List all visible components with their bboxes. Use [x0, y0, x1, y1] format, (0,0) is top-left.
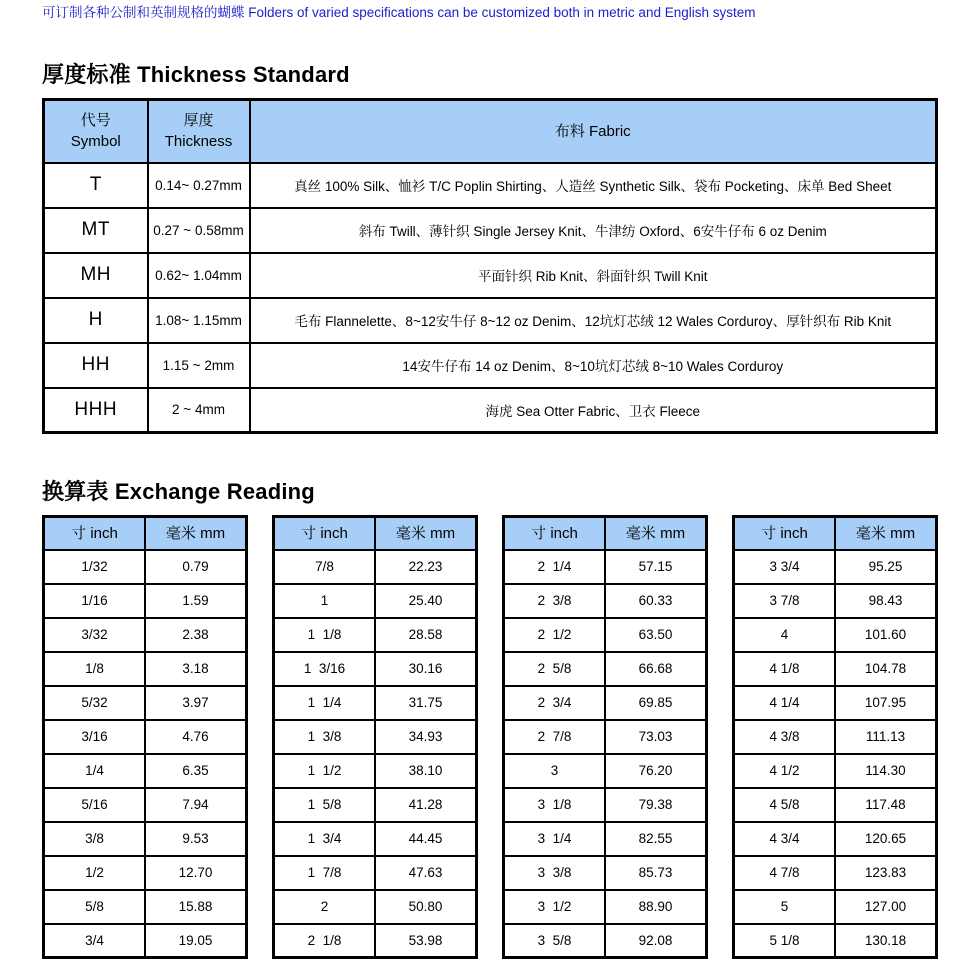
- inch-cell: 1 7/8: [274, 856, 376, 890]
- mm-cell: 101.60: [835, 618, 937, 652]
- symbol-cell: HHH: [44, 388, 148, 433]
- mm-cell: 28.58: [375, 618, 477, 652]
- inch-cell: 3 3/8: [504, 856, 606, 890]
- inch-cell: 1 1/2: [274, 754, 376, 788]
- fabric-cell: 海虎 Sea Otter Fabric、卫衣 Fleece: [250, 388, 937, 433]
- table-row: [44, 924, 247, 958]
- table-row: [734, 856, 937, 890]
- mm-cell: 22.23: [375, 550, 477, 584]
- inch-cell: 1/2: [44, 856, 146, 890]
- table-row: [734, 584, 937, 618]
- mm-cell: 3.97: [145, 686, 247, 720]
- table-row: [504, 754, 707, 788]
- table-row: [44, 163, 937, 208]
- table-row: [504, 652, 707, 686]
- inch-cell: 3/8: [44, 822, 146, 856]
- exchange-table-2: [272, 515, 478, 959]
- mm-cell: 6.35: [145, 754, 247, 788]
- table-header-row: [734, 517, 937, 550]
- mm-cell: 31.75: [375, 686, 477, 720]
- mm-cell: 44.45: [375, 822, 477, 856]
- thickness-header-en: Thickness: [164, 133, 233, 151]
- fabric-cell: 平面针织 Rib Knit、斜面针织 Twill Knit: [250, 253, 937, 298]
- inch-cell: 4 7/8: [734, 856, 836, 890]
- mm-cell: 92.08: [605, 924, 707, 958]
- table-row: [734, 550, 937, 584]
- table-row: [504, 788, 707, 822]
- mm-cell: 50.80: [375, 890, 477, 924]
- table-row: [504, 584, 707, 618]
- mm-cell: 95.25: [835, 550, 937, 584]
- inch-cell: 1/16: [44, 584, 146, 618]
- inch-cell: 3 1/8: [504, 788, 606, 822]
- table-row: [504, 720, 707, 754]
- table-header-row: [504, 517, 707, 550]
- table-row: [44, 208, 937, 253]
- mm-cell: 47.63: [375, 856, 477, 890]
- inch-cell: 3 5/8: [504, 924, 606, 958]
- mm-cell: 66.68: [605, 652, 707, 686]
- inch-cell: 4 5/8: [734, 788, 836, 822]
- mm-cell: 1.59: [145, 584, 247, 618]
- inch-cell: 5/8: [44, 890, 146, 924]
- mm-cell: 111.13: [835, 720, 937, 754]
- fabric-cell: 毛布 Flannelette、8~12安牛仔 8~12 oz Denim、12坑灯芯绒 12 Wales Corduroy、厚针织布 Rib Knit: [250, 298, 937, 343]
- table-row: [274, 890, 477, 924]
- table-row: [274, 788, 477, 822]
- inch-cell: 1/8: [44, 652, 146, 686]
- table-row: [504, 822, 707, 856]
- exchange-table-3: [502, 515, 708, 959]
- mm-cell: 7.94: [145, 788, 247, 822]
- exchange-table-4: [732, 515, 938, 959]
- inch-cell: 1/4: [44, 754, 146, 788]
- table-row: [274, 924, 477, 958]
- symbol-cell: H: [44, 298, 148, 343]
- inch-cell: 3/4: [44, 924, 146, 958]
- inch-cell: 2 7/8: [504, 720, 606, 754]
- table-row: [274, 618, 477, 652]
- inch-cell: 5 1/8: [734, 924, 836, 958]
- table-row: [44, 788, 247, 822]
- table-header-row: [44, 517, 247, 550]
- mm-cell: 63.50: [605, 618, 707, 652]
- inch-cell: 2 3/4: [504, 686, 606, 720]
- symbol-header-cn: 代号: [80, 112, 111, 130]
- range-cell: 0.27 ~ 0.58mm: [148, 208, 250, 253]
- table-row: [44, 618, 247, 652]
- inch-cell: 1: [274, 584, 376, 618]
- mm-column-header: 毫米 mm: [835, 517, 937, 550]
- table-row: [734, 618, 937, 652]
- inch-cell: 3 1/4: [504, 822, 606, 856]
- inch-cell: 5/16: [44, 788, 146, 822]
- symbol-header-en: Symbol: [70, 133, 121, 151]
- table-row: [44, 343, 937, 388]
- thickness-standard-title: 厚度标准 Thickness Standard: [42, 62, 350, 87]
- mm-cell: 19.05: [145, 924, 247, 958]
- range-cell: 0.14~ 0.27mm: [148, 163, 250, 208]
- mm-cell: 98.43: [835, 584, 937, 618]
- mm-column-header: 毫米 mm: [145, 517, 247, 550]
- inch-cell: 4: [734, 618, 836, 652]
- mm-cell: 34.93: [375, 720, 477, 754]
- table-row: [44, 652, 247, 686]
- inch-cell: 2 1/8: [274, 924, 376, 958]
- thickness-header-cn: 厚度: [183, 112, 214, 130]
- thickness-column-header: [148, 100, 250, 163]
- inch-cell: 3 7/8: [734, 584, 836, 618]
- mm-cell: 3.18: [145, 652, 247, 686]
- inch-cell: 2 1/2: [504, 618, 606, 652]
- inch-cell: 2 1/4: [504, 550, 606, 584]
- table-row: [504, 686, 707, 720]
- inch-column-header: 寸 inch: [504, 517, 606, 550]
- inch-cell: 4 3/4: [734, 822, 836, 856]
- table-row: [44, 584, 247, 618]
- inch-cell: 1 1/8: [274, 618, 376, 652]
- table-row: [44, 720, 247, 754]
- inch-cell: 3 1/2: [504, 890, 606, 924]
- table-row: [44, 298, 937, 343]
- table-row: [504, 856, 707, 890]
- mm-cell: 130.18: [835, 924, 937, 958]
- mm-cell: 73.03: [605, 720, 707, 754]
- mm-cell: 38.10: [375, 754, 477, 788]
- inch-cell: 3: [504, 754, 606, 788]
- exchange-reading-title: 换算表 Exchange Reading: [42, 479, 315, 504]
- mm-cell: 79.38: [605, 788, 707, 822]
- mm-cell: 2.38: [145, 618, 247, 652]
- table-row: [734, 754, 937, 788]
- table-row: [504, 550, 707, 584]
- table-row: [504, 618, 707, 652]
- table-row: [274, 652, 477, 686]
- mm-cell: 127.00: [835, 890, 937, 924]
- inch-cell: 7/8: [274, 550, 376, 584]
- exchange-tables: [42, 515, 938, 959]
- table-row: [274, 856, 477, 890]
- range-cell: 2 ~ 4mm: [148, 388, 250, 433]
- mm-column-header: 毫米 mm: [375, 517, 477, 550]
- table-row: [734, 720, 937, 754]
- inch-cell: 5/32: [44, 686, 146, 720]
- inch-column-header: 寸 inch: [274, 517, 376, 550]
- mm-cell: 53.98: [375, 924, 477, 958]
- mm-cell: 117.48: [835, 788, 937, 822]
- mm-cell: 114.30: [835, 754, 937, 788]
- table-row: [44, 822, 247, 856]
- mm-cell: 60.33: [605, 584, 707, 618]
- inch-cell: 3 3/4: [734, 550, 836, 584]
- mm-cell: 30.16: [375, 652, 477, 686]
- table-row: [274, 686, 477, 720]
- mm-cell: 25.40: [375, 584, 477, 618]
- thickness-standard-table: [42, 98, 938, 434]
- symbol-cell: HH: [44, 343, 148, 388]
- fabric-cell: 14安牛仔布 14 oz Denim、8~10坑灯芯绒 8~10 Wales Corduroy: [250, 343, 937, 388]
- range-cell: 1.15 ~ 2mm: [148, 343, 250, 388]
- table-row: [504, 890, 707, 924]
- mm-cell: 15.88: [145, 890, 247, 924]
- mm-cell: 41.28: [375, 788, 477, 822]
- table-row: [734, 686, 937, 720]
- fabric-column-header: 布料 Fabric: [250, 100, 937, 163]
- table-header-row: [44, 100, 937, 163]
- table-row: [44, 388, 937, 433]
- inch-column-header: 寸 inch: [44, 517, 146, 550]
- mm-cell: 69.85: [605, 686, 707, 720]
- range-cell: 0.62~ 1.04mm: [148, 253, 250, 298]
- mm-cell: 76.20: [605, 754, 707, 788]
- table-row: [44, 550, 247, 584]
- range-cell: 1.08~ 1.15mm: [148, 298, 250, 343]
- table-row: [44, 856, 247, 890]
- inch-cell: 1 5/8: [274, 788, 376, 822]
- mm-cell: 12.70: [145, 856, 247, 890]
- table-row: [44, 754, 247, 788]
- table-row: [734, 788, 937, 822]
- table-row: [504, 924, 707, 958]
- inch-column-header: 寸 inch: [734, 517, 836, 550]
- inch-cell: 2 5/8: [504, 652, 606, 686]
- mm-column-header: 毫米 mm: [605, 517, 707, 550]
- table-row: [734, 822, 937, 856]
- inch-cell: 4 3/8: [734, 720, 836, 754]
- table-row: [44, 890, 247, 924]
- mm-cell: 107.95: [835, 686, 937, 720]
- inch-cell: 1 3/16: [274, 652, 376, 686]
- inch-cell: 5: [734, 890, 836, 924]
- table-row: [44, 686, 247, 720]
- inch-cell: 4 1/4: [734, 686, 836, 720]
- symbol-column-header: [44, 100, 148, 163]
- table-row: [44, 253, 937, 298]
- symbol-cell: MT: [44, 208, 148, 253]
- customization-note: 可订制各种公制和英制规格的蝴蝶 Folders of varied specifications can be customized both in metric and English system: [42, 5, 756, 20]
- mm-cell: 85.73: [605, 856, 707, 890]
- inch-cell: 2: [274, 890, 376, 924]
- fabric-cell: 真丝 100% Silk、恤衫 T/C Poplin Shirting、人造丝 Synthetic Silk、袋布 Pocketing、床单 Bed Sheet: [250, 163, 937, 208]
- symbol-cell: MH: [44, 253, 148, 298]
- fabric-cell: 斜布 Twill、薄针织 Single Jersey Knit、牛津纺 Oxford、6安牛仔布 6 oz Denim: [250, 208, 937, 253]
- table-row: [274, 754, 477, 788]
- table-row: [734, 652, 937, 686]
- table-row: [274, 584, 477, 618]
- mm-cell: 123.83: [835, 856, 937, 890]
- mm-cell: 88.90: [605, 890, 707, 924]
- inch-cell: 1 3/8: [274, 720, 376, 754]
- symbol-cell: T: [44, 163, 148, 208]
- mm-cell: 120.65: [835, 822, 937, 856]
- mm-cell: 4.76: [145, 720, 247, 754]
- inch-cell: 4 1/8: [734, 652, 836, 686]
- inch-cell: 3/32: [44, 618, 146, 652]
- mm-cell: 57.15: [605, 550, 707, 584]
- table-header-row: [274, 517, 477, 550]
- inch-cell: 1 1/4: [274, 686, 376, 720]
- inch-cell: 2 3/8: [504, 584, 606, 618]
- inch-cell: 1/32: [44, 550, 146, 584]
- table-row: [274, 822, 477, 856]
- table-row: [274, 720, 477, 754]
- mm-cell: 9.53: [145, 822, 247, 856]
- table-row: [274, 550, 477, 584]
- inch-cell: 3/16: [44, 720, 146, 754]
- mm-cell: 82.55: [605, 822, 707, 856]
- table-row: [734, 890, 937, 924]
- mm-cell: 0.79: [145, 550, 247, 584]
- inch-cell: 4 1/2: [734, 754, 836, 788]
- exchange-table-1: [42, 515, 248, 959]
- mm-cell: 104.78: [835, 652, 937, 686]
- inch-cell: 1 3/4: [274, 822, 376, 856]
- table-row: [734, 924, 937, 958]
